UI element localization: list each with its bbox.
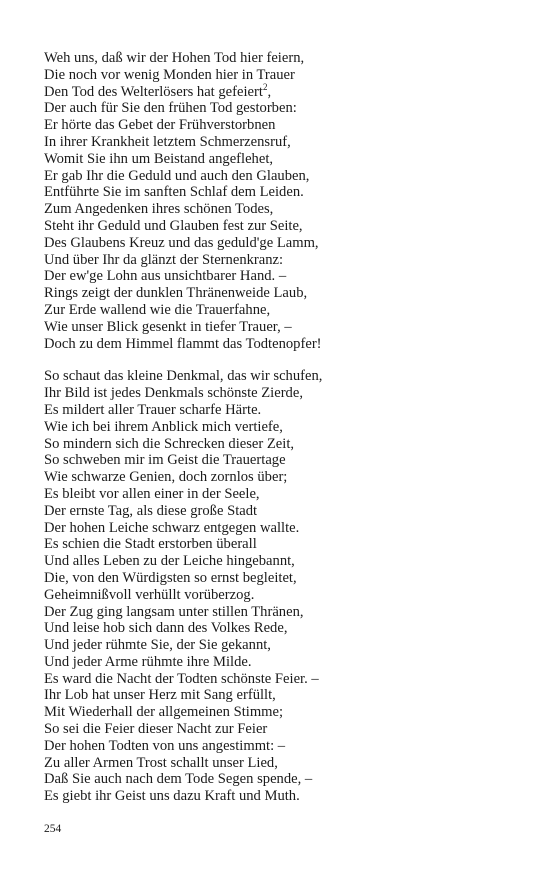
verse-line: So schweben mir im Geist die Trauertage xyxy=(44,452,286,469)
verse-line: Wie unser Blick gesenkt in tiefer Trauer, – xyxy=(44,318,292,335)
page-number: 254 xyxy=(44,823,62,835)
poem xyxy=(44,50,524,805)
verse-line: So schaut das kleine Denkmal, das wir schufen, xyxy=(44,368,323,385)
verse-line: Der Zug ging langsam unter stillen Thränen, xyxy=(44,603,304,620)
verse-line: Des Glaubens Kreuz und das geduld'ge Lamm, xyxy=(44,234,319,251)
verse-line-punctuation: , xyxy=(267,83,272,100)
verse-line: Es ward die Nacht der Todten schönste Feier. – xyxy=(44,670,319,687)
verse-line: Er gab Ihr die Geduld und auch den Glauben, xyxy=(44,167,310,184)
verse-line: Zu aller Armen Trost schallt unser Lied, xyxy=(44,754,278,771)
verse-line-text: Den Tod des Welterlösers hat gefeiert xyxy=(44,83,263,100)
verse-line: Ihr Lob hat unser Herz mit Sang erfüllt, xyxy=(44,687,276,704)
verse-line: Es schien die Stadt erstorben überall xyxy=(44,536,257,553)
verse-line: Und alles Leben zu der Leiche hingebannt, xyxy=(44,553,295,570)
verse-line: Der hohen Todten von uns angestimmt: – xyxy=(44,737,286,754)
verse-line: Die noch vor wenig Monden hier in Trauer xyxy=(44,66,295,83)
verse-line: Und über Ihr da glänzt der Sternenkranz: xyxy=(44,251,284,268)
verse-line: In ihrer Krankheit letztem Schmerzensruf, xyxy=(44,133,291,150)
verse-line: Zum Angedenken ihres schönen Todes, xyxy=(44,201,274,218)
verse-line: Doch zu dem Himmel flammt das Todtenopfer! xyxy=(44,335,322,352)
verse-line: Zur Erde wallend wie die Trauerfahne, xyxy=(44,301,271,318)
verse-line: Und jeder Arme rühmte ihre Milde. xyxy=(44,653,252,670)
verse-line: Daß Sie auch nach dem Tode Segen spende, – xyxy=(44,771,313,788)
verse-line: So mindern sich die Schrecken dieser Zeit, xyxy=(44,435,295,452)
footnote-mark: 2 xyxy=(262,81,268,92)
verse-line: Es giebt ihr Geist uns dazu Kraft und Muth. xyxy=(44,788,300,805)
verse-line: Rings zeigt der dunklen Thränenweide Laub, xyxy=(44,285,308,302)
verse-line: Es mildert aller Trauer scharfe Härte. xyxy=(44,401,262,418)
verse-line: Entführte Sie im sanften Schlaf dem Leiden. xyxy=(44,184,304,201)
verse-line: Die, von den Würdigsten so ernst begleitet, xyxy=(44,569,297,586)
verse-line: Wie schwarze Genien, doch zornlos über; xyxy=(44,469,288,486)
verse-line: Weh uns, daß wir der Hohen Tod hier feiern, xyxy=(44,50,305,66)
verse-line: Der ernste Tag, als diese große Stadt xyxy=(44,502,258,519)
verse-line: Womit Sie ihn um Beistand angeflehet, xyxy=(44,150,274,167)
stanza-2 xyxy=(44,368,524,805)
stanza-1 xyxy=(44,50,524,352)
verse-line: Und leise hob sich dann des Volkes Rede, xyxy=(44,620,288,637)
verse-line: Ihr Bild ist jedes Denkmals schönste Zierde, xyxy=(44,385,303,402)
verse-line: Und jeder rühmte Sie, der Sie gekannt, xyxy=(44,637,271,654)
verse-line: Er hörte das Gebet der Frühverstorbnen xyxy=(44,117,276,134)
verse-line: So sei die Feier dieser Nacht zur Feier xyxy=(44,721,268,738)
verse-line-with-footnote xyxy=(44,81,524,101)
verse-line: Der hohen Leiche schwarz entgegen wallte. xyxy=(44,519,300,536)
verse-line: Steht ihr Geduld und Glauben fest zur Seite, xyxy=(44,217,303,234)
verse-line: Wie ich bei ihrem Anblick mich vertiefe, xyxy=(44,418,283,435)
verse-line: Es bleibt vor allen einer in der Seele, xyxy=(44,485,260,502)
verse-line: Geheimnißvoll verhüllt vorüberzog. xyxy=(44,586,255,603)
verse-line: Mit Wiederhall der allgemeinen Stimme; xyxy=(44,704,284,721)
verse-line: Der auch für Sie den frühen Tod gestorben: xyxy=(44,100,297,117)
verse-line: Der ew'ge Lohn aus unsichtbarer Hand. – xyxy=(44,268,287,285)
